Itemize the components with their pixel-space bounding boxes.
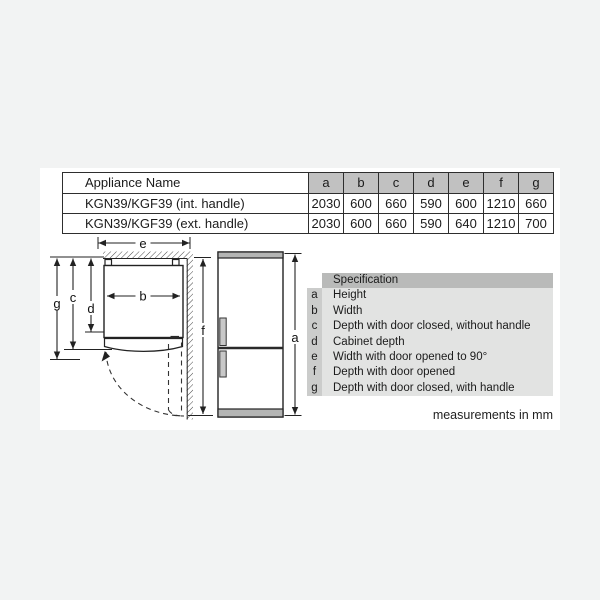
spec-label: Cabinet depth bbox=[322, 335, 553, 350]
column-appliance-name: Appliance Name bbox=[63, 173, 309, 194]
spec-label: Width with door opened to 90° bbox=[322, 350, 553, 365]
open-door-front bbox=[169, 410, 185, 416]
fridge-front-view bbox=[218, 252, 283, 417]
spec-item bbox=[307, 319, 553, 334]
table-row bbox=[63, 194, 554, 214]
specification-legend bbox=[307, 273, 553, 396]
value-f: 1210 bbox=[484, 194, 519, 214]
spec-item bbox=[307, 365, 553, 380]
column-d: d bbox=[414, 173, 449, 194]
value-a: 2030 bbox=[309, 214, 344, 234]
value-c: 660 bbox=[379, 214, 414, 234]
column-g: g bbox=[519, 173, 554, 194]
spec-item bbox=[307, 350, 553, 365]
spec-header-spacer bbox=[307, 273, 322, 288]
spec-label: Width bbox=[322, 304, 553, 319]
spec-key: g bbox=[307, 381, 322, 396]
spec-header-row bbox=[307, 273, 553, 288]
spec-key: f bbox=[307, 365, 322, 380]
value-a: 2030 bbox=[309, 194, 344, 214]
fridge-base bbox=[218, 409, 283, 417]
spec-item bbox=[307, 381, 553, 396]
value-c: 660 bbox=[379, 194, 414, 214]
wall-hatch-top bbox=[103, 252, 187, 259]
spec-header-title: Specification bbox=[322, 273, 553, 288]
spec-label: Depth with door opened bbox=[322, 365, 553, 380]
fridge-top-cap bbox=[218, 252, 283, 258]
spec-item bbox=[307, 288, 553, 303]
value-e: 600 bbox=[449, 194, 484, 214]
measurements-note: measurements in mm bbox=[432, 408, 553, 422]
value-d: 590 bbox=[414, 194, 449, 214]
hinge-left bbox=[105, 260, 112, 266]
spec-label: Depth with door closed, with handle bbox=[322, 381, 553, 396]
lower-door-handle bbox=[220, 351, 226, 377]
appliance-name: KGN39/KGF39 (int. handle) bbox=[63, 194, 309, 214]
spec-label: Depth with door closed, without handle bbox=[322, 319, 553, 334]
dimension-label-g: g bbox=[53, 296, 61, 311]
table-header-row bbox=[63, 173, 554, 194]
appliance-name: KGN39/KGF39 (ext. handle) bbox=[63, 214, 309, 234]
spec-key: d bbox=[307, 335, 322, 350]
hinge-right bbox=[173, 260, 180, 266]
dimension-label-a: a bbox=[291, 330, 299, 345]
spec-key: b bbox=[307, 304, 322, 319]
column-b: b bbox=[344, 173, 379, 194]
spec-key: c bbox=[307, 319, 322, 334]
value-g: 700 bbox=[519, 214, 554, 234]
door-swing-arc bbox=[106, 352, 184, 416]
fridge-top-view-door bbox=[105, 339, 183, 352]
spec-key: a bbox=[307, 288, 322, 303]
dimension-label-d: d bbox=[87, 301, 95, 316]
value-d: 590 bbox=[414, 214, 449, 234]
dimension-label-c: c bbox=[69, 290, 77, 305]
column-a: a bbox=[309, 173, 344, 194]
spec-item bbox=[307, 304, 553, 319]
upper-door-handle bbox=[220, 318, 226, 346]
door-swing-arrowhead bbox=[102, 351, 110, 362]
value-e: 640 bbox=[449, 214, 484, 234]
table-row bbox=[63, 214, 554, 234]
dimension-label-b: b bbox=[139, 288, 147, 304]
value-b: 600 bbox=[344, 214, 379, 234]
column-f: f bbox=[484, 173, 519, 194]
value-g: 660 bbox=[519, 194, 554, 214]
spec-item bbox=[307, 335, 553, 350]
column-e: e bbox=[449, 173, 484, 194]
spec-label: Height bbox=[322, 288, 553, 303]
value-f: 1210 bbox=[484, 214, 519, 234]
column-c: c bbox=[379, 173, 414, 194]
dimension-label-e: e bbox=[139, 236, 147, 251]
appliance-dimension-table bbox=[62, 172, 554, 234]
dimension-label-f: f bbox=[201, 323, 205, 338]
value-b: 600 bbox=[344, 194, 379, 214]
spec-key: e bbox=[307, 350, 322, 365]
dimension-diagram bbox=[40, 233, 306, 430]
